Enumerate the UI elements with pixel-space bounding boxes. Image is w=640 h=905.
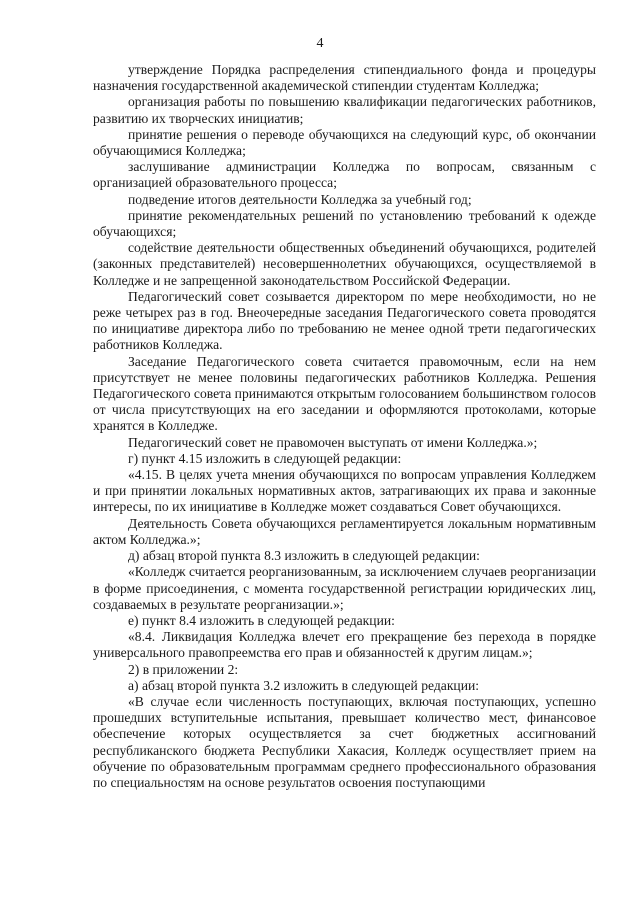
- document-body: [93, 62, 596, 791]
- paragraph: 2) в приложении 2:: [128, 661, 239, 677]
- paragraph: Педагогический совет не правомочен выступать от имени Колледжа.»;: [128, 434, 538, 450]
- paragraph: принятие рекомендательных решений по установлению требований к одежде обучающихся;: [93, 207, 596, 240]
- paragraph: организация работы по повышению квалификации педагогических работников, развитию их творческих инициатив;: [93, 94, 596, 126]
- paragraph: е) пункт 8.4 изложить в следующей редакции:: [128, 612, 395, 628]
- paragraph: «В случае если численность поступающих, включая поступающих, успешно прошедших вступительные испытания, превышает количество мест, финансовое обеспечение которых осуществляется за счет бюджетных ассигнований республиканского бюджета Республики Хакасия, Колледж осуществляет прием на обучение по образовательным программам среднего профессионального образования по специальностям на основе результатов освоения поступающими: [93, 693, 596, 790]
- paragraph: Заседание Педагогического совета считается правомочным, если на нем присутствует не менее половины педагогических работников Колледжа. Решения Педагогического совета принимаются открытым голосованием большинством голосов от числа присутствующих на его заседании и оформляются протоколами, которые хранятся в Колледже.: [93, 353, 596, 434]
- paragraph: утверждение Порядка распределения стипендиального фонда и процедуры назначения государственной академической стипендии студентам Колледжа;: [93, 62, 596, 94]
- paragraph: заслушивание администрации Колледжа по вопросам, связанным с организацией образовательного процесса;: [93, 159, 596, 191]
- paragraph: «4.15. В целях учета мнения обучающихся по вопросам управления Колледжем и при принятии локальных нормативных актов, затрагивающих их права и законные интересы, по их инициативе в Колледже может создаваться Совет обучающихся.: [93, 467, 596, 515]
- paragraph: подведение итогов деятельности Колледжа за учебный год;: [128, 191, 472, 207]
- paragraph: д) абзац второй пункта 8.3 изложить в следующей редакции:: [128, 548, 480, 564]
- paragraph: «Колледж считается реорганизованным, за исключением случаев реорганизации в форме присоединения, с момента государственной регистрации юридических лиц, создаваемых в результате реорганизации.»;: [93, 564, 596, 612]
- paragraph: Педагогический совет созывается директором по мере необходимости, но не реже четырех раз в год. Внеочередные заседания Педагогического совета проводятся по инициативе директора либо по требованию не менее одной трети педагогических работников Колледжа.: [93, 288, 596, 353]
- page-number: 4: [316, 36, 324, 51]
- paragraph: принятие решения о переводе обучающихся на следующий курс, об окончании обучающимися Колледжа;: [93, 126, 596, 159]
- paragraph: содействие деятельности общественных объединений обучающихся, родителей (законных представителей) несовершеннолетних обучающихся, осуществляемой в Колледже и не запрещенной законодательством Российской Федерации.: [93, 240, 596, 288]
- paragraph: Деятельность Совета обучающихся регламентируется локальным нормативным актом Колледжа.»;: [93, 515, 596, 547]
- paragraph: г) пункт 4.15 изложить в следующей редакции:: [128, 450, 402, 466]
- paragraph: «8.4. Ликвидация Колледжа влечет его прекращение без перехода в порядке универсального правопреемства его прав и обязанностей к другим лицам.»;: [93, 629, 596, 661]
- paragraph: а) абзац второй пункта 3.2 изложить в следующей редакции:: [128, 677, 480, 693]
